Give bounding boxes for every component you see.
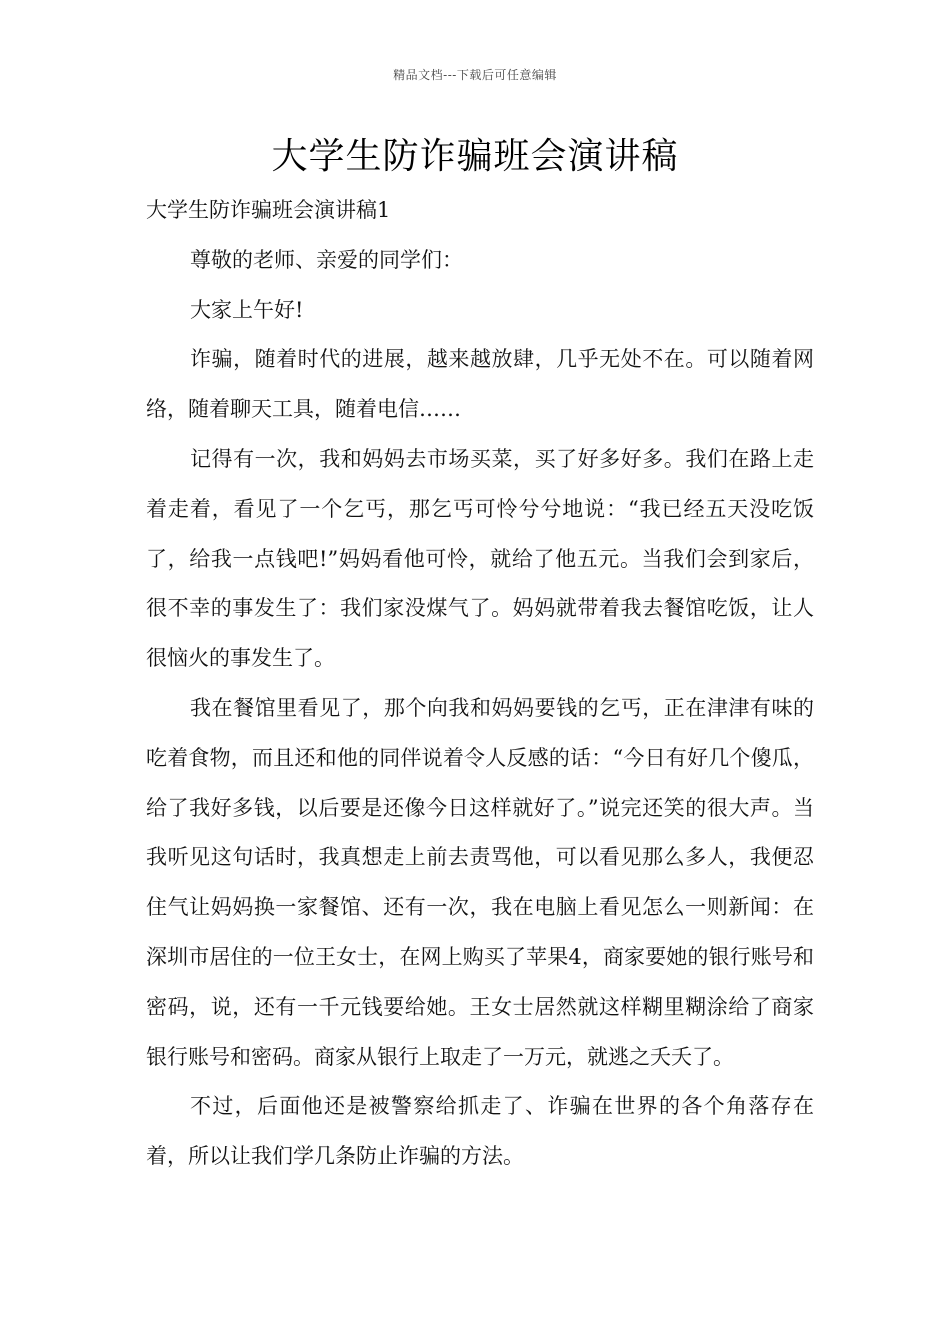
document-title: 大学生防诈骗班会演讲稿 <box>271 136 679 177</box>
paragraph-conclusion: 不过，后面他还是被警察给抓走了、诈骗在世界的各个角落存在着，所以让我们学几条防止诈骗的方法。 <box>146 1094 814 1169</box>
paragraph-intro: 诈骗，随着时代的进展，越来越放肆，几乎无处不在。可以随着网络，随着聊天工具，随着电信…… <box>146 347 814 422</box>
paragraph-greeting: 尊敬的老师、亲爱的同学们： <box>190 247 463 272</box>
document-body <box>146 186 814 1182</box>
section-heading: 大学生防诈骗班会演讲稿1 <box>146 198 391 222</box>
header-note: 精品文档---下载后可任意编辑 <box>393 68 557 82</box>
paragraph-salutation: 大家上午好! <box>190 297 304 322</box>
paragraph-restaurant-story: 我在餐馆里看见了，那个向我和妈妈要钱的乞丐，正在津津有味的吃着食物，而且还和他的同伴说着令人反感的话：“今日有好几个傻瓜，给了我好多钱，以后要是还像今日这样就好了。”说完还笑的很大声。当我听见这句话时，我真想走上前去责骂他，可以看见那么多人，我便忍住气让妈妈换一家餐馆、还有一次，我在电脑上看见怎么一则新闻：在深圳市居住的一位王女士，在网上购买了苹果4，商家要她的银行账号和密码，说，还有一千元钱要给她。王女士居然就这样糊里糊涂给了商家银行账号和密码。商家从银行上取走了一万元，就逃之夭夭了。 <box>146 695 814 1069</box>
paragraph-beggar-story: 记得有一次，我和妈妈去市场买菜，买了好多好多。我们在路上走着走着，看见了一个乞丐，那乞丐可怜兮兮地说：“我已经五天没吃饭了，给我一点钱吧!”妈妈看他可怜，就给了他五元。当我们会到家后，很不幸的事发生了：我们家没煤气了。妈妈就带着我去餐馆吃饭，让人很恼火的事发生了。 <box>146 446 814 671</box>
